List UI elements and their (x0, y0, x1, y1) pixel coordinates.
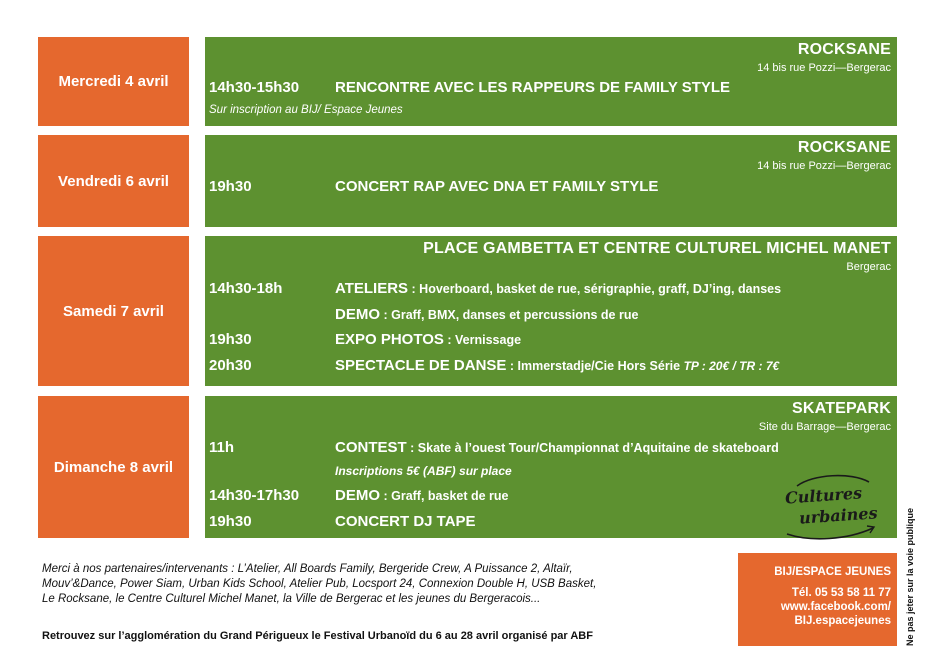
day-label-sunday (38, 396, 189, 538)
event-title (335, 357, 779, 374)
logo-line1: Cultures (784, 483, 863, 508)
day-date: Mercredi 4 avril (58, 73, 169, 90)
event-title (335, 487, 509, 504)
partners-line: Merci à nos partenaires/intervenants : L’Atelier, All Boards Family, Bergeride Crew, A Puissance 2, Altaïr, (42, 563, 573, 575)
event-time: 11h (209, 439, 235, 456)
event-detail: : Graff, basket de rue (380, 489, 509, 503)
day-label-wednesday (38, 37, 189, 126)
event-time: 19h30 (209, 331, 252, 348)
event-price: TP : 20€ / TR : 7€ (683, 359, 780, 373)
event-time: 19h30 (209, 178, 252, 195)
event-detail: : Vernissage (443, 333, 522, 347)
event-time: 14h30-17h30 (209, 487, 300, 504)
partners-line: Mouv’&Dance, Power Siam, Urban Kids School, Atelier Pub, Locsport 24, Connexion Double H, USB Basket, (42, 578, 597, 590)
event-detail: : Hoverboard, basket de rue, sérigraphie, graff, DJ’ing, danses (408, 282, 782, 296)
cultures-urbaines-logo (777, 472, 881, 544)
event-note: Sur inscription au BIJ/ Espace Jeunes (209, 104, 403, 116)
event-detail: : Skate à l’ouest Tour/Championnat d’Aquitaine de skateboard (406, 441, 779, 455)
venue-address: 14 bis rue Pozzi—Bergerac (757, 160, 891, 172)
event-time: 20h30 (209, 357, 252, 374)
event-time: 14h30-15h30 (209, 79, 300, 96)
event-title-text: DEMO (335, 487, 380, 504)
event-panel-sunday (205, 396, 897, 538)
event-panel-friday (205, 135, 897, 227)
venue-name: PLACE GAMBETTA ET CENTRE CULTUREL MICHEL MANET (423, 240, 891, 257)
event-title: CONCERT DJ TAPE (335, 513, 476, 530)
partners-line: Le Rocksane, le Centre Culturel Michel Manet, la Ville de Bergerac et les jeunes du Bergeracois... (42, 593, 541, 605)
event-time: 14h30-18h (209, 280, 283, 297)
vertical-notice: Ne pas jeter sur la voie publique (905, 507, 915, 646)
event-title-text: CONTEST (335, 439, 407, 456)
event-title-text: SPECTACLE DE DANSE (335, 357, 507, 374)
event-title (335, 439, 779, 456)
venue-address: Bergerac (846, 261, 891, 273)
venue-name: SKATEPARK (792, 400, 891, 417)
event-title: CONCERT RAP AVEC DNA ET FAMILY STYLE (335, 178, 659, 195)
venue-name: ROCKSANE (797, 41, 891, 58)
event-detail: : Immerstadje/Cie Hors Série (506, 359, 684, 373)
event-time: 19h30 (209, 513, 252, 530)
venue-name: ROCKSANE (797, 139, 891, 156)
contact-title: BIJ/ESPACE JEUNES (774, 566, 891, 578)
event-panel-wednesday (205, 37, 897, 126)
contact-web-line1: www.facebook.com/ (780, 601, 891, 613)
partners-text (42, 562, 732, 607)
day-label-friday (38, 135, 189, 227)
event-title (335, 306, 638, 323)
event-title (335, 331, 521, 348)
venue-address: 14 bis rue Pozzi—Bergerac (757, 62, 891, 74)
event-title-text: DEMO (335, 306, 380, 323)
event-title (335, 280, 781, 297)
venue-address: Site du Barrage—Bergerac (758, 421, 891, 433)
day-date: Vendredi 6 avril (58, 172, 169, 190)
contact-phone: Tél. 05 53 58 11 77 (791, 587, 891, 599)
contact-box (738, 553, 897, 646)
event-title: RENCONTRE AVEC LES RAPPEURS DE FAMILY STYLE (335, 79, 731, 96)
logo-line2: urbaines (798, 503, 879, 528)
contact-web-line2: BIJ.espacejeunes (794, 615, 891, 627)
day-label-saturday (38, 236, 189, 386)
event-panel-saturday (205, 236, 897, 386)
event-title-text: ATELIERS (335, 280, 409, 297)
event-note: Inscriptions 5€ (ABF) sur place (335, 464, 512, 478)
festival-footer-text: Retrouvez sur l’agglomération du Grand Périgueux le Festival Urbanoïd du 6 au 28 avril organisé par ABF (42, 630, 593, 642)
event-title-text: EXPO PHOTOS (335, 331, 444, 348)
day-date: Samedi 7 avril (63, 302, 164, 320)
day-date: Dimanche 8 avril (53, 458, 174, 476)
event-detail: : Graff, BMX, danses et percussions de rue (380, 308, 639, 322)
